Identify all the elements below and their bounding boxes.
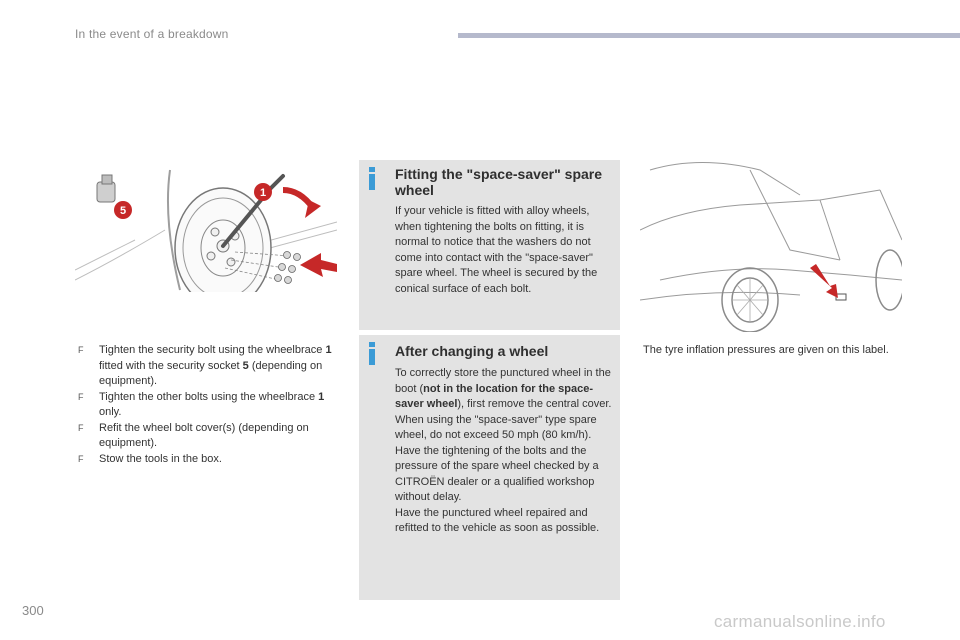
- step-text: only.: [99, 406, 122, 418]
- section-title: In the event of a breakdown: [75, 27, 229, 41]
- checkbox-bullet-icon: F: [78, 422, 84, 433]
- step-ref: 1: [325, 344, 332, 356]
- step-ref: 1: [318, 390, 325, 403]
- page-number: 300: [22, 603, 44, 618]
- body-text: ), first remove the central cover.: [457, 398, 612, 410]
- info-box-space-saver: [359, 160, 620, 330]
- checkbox-bullet-icon: F: [78, 391, 84, 402]
- step-text: Tighten the security bolt using the wheelbrace: [99, 344, 326, 356]
- body-text: Have the tightening of the bolts and the pressure of the spare wheel checked by a CITROËN dealer or a qualified workshop without delay.: [395, 444, 599, 503]
- body-emphasis: not in the location for the space-saver wheel: [395, 382, 594, 410]
- list-item: [75, 452, 343, 468]
- info-box-after-change: [359, 335, 620, 600]
- list-item: [75, 343, 343, 390]
- callout-5-label: 5: [119, 205, 127, 217]
- car-label-illustration: [640, 160, 902, 332]
- step-text: fitted with the security socket: [99, 359, 243, 372]
- checkbox-bullet-icon: F: [78, 453, 84, 464]
- info-box-title: After changing a wheel: [395, 343, 549, 359]
- info-box-body: If your vehicle is fitted with alloy wheels, when tightening the bolts on fitting, it is normal to notice that the washers do not come into contact with the "space-saver" spare wheel. The wheel is secured by the conical surface of each bolt.: [395, 205, 598, 295]
- list-item: [75, 390, 343, 421]
- info-box-body: [395, 366, 615, 537]
- watermark: carmanualsonline.info: [714, 612, 886, 631]
- checkbox-bullet-icon: F: [78, 345, 84, 355]
- header-bar: [458, 33, 960, 38]
- step-text: Refit the wheel bolt cover(s) (depending on equipment).: [99, 421, 309, 449]
- step-text: Tighten the other bolts using the wheelbrace: [99, 390, 319, 403]
- body-text: Have the punctured wheel repaired and refitted to the vehicle as soon as possible.: [395, 506, 600, 534]
- info-icon: [367, 342, 377, 366]
- list-item: [75, 421, 343, 452]
- body-text: To correctly store the punctured wheel in the boot (: [395, 367, 611, 395]
- info-icon: [367, 167, 377, 191]
- step-text: (depending on equipment).: [99, 359, 323, 387]
- info-box-title: Fitting the "space-saver" spare wheel: [395, 166, 603, 198]
- body-text: When using the "space-saver" type spare wheel, do not exceed 50 mph (80 km/h).: [395, 413, 597, 441]
- procedure-steps: [75, 343, 343, 467]
- step-text: Stow the tools in the box.: [99, 452, 222, 465]
- step-ref: 5: [242, 359, 249, 372]
- figure-caption: The tyre inflation pressures are given on this label.: [643, 344, 889, 356]
- wheel-bolt-illustration: [75, 160, 337, 292]
- callout-1-label: 1: [259, 187, 267, 199]
